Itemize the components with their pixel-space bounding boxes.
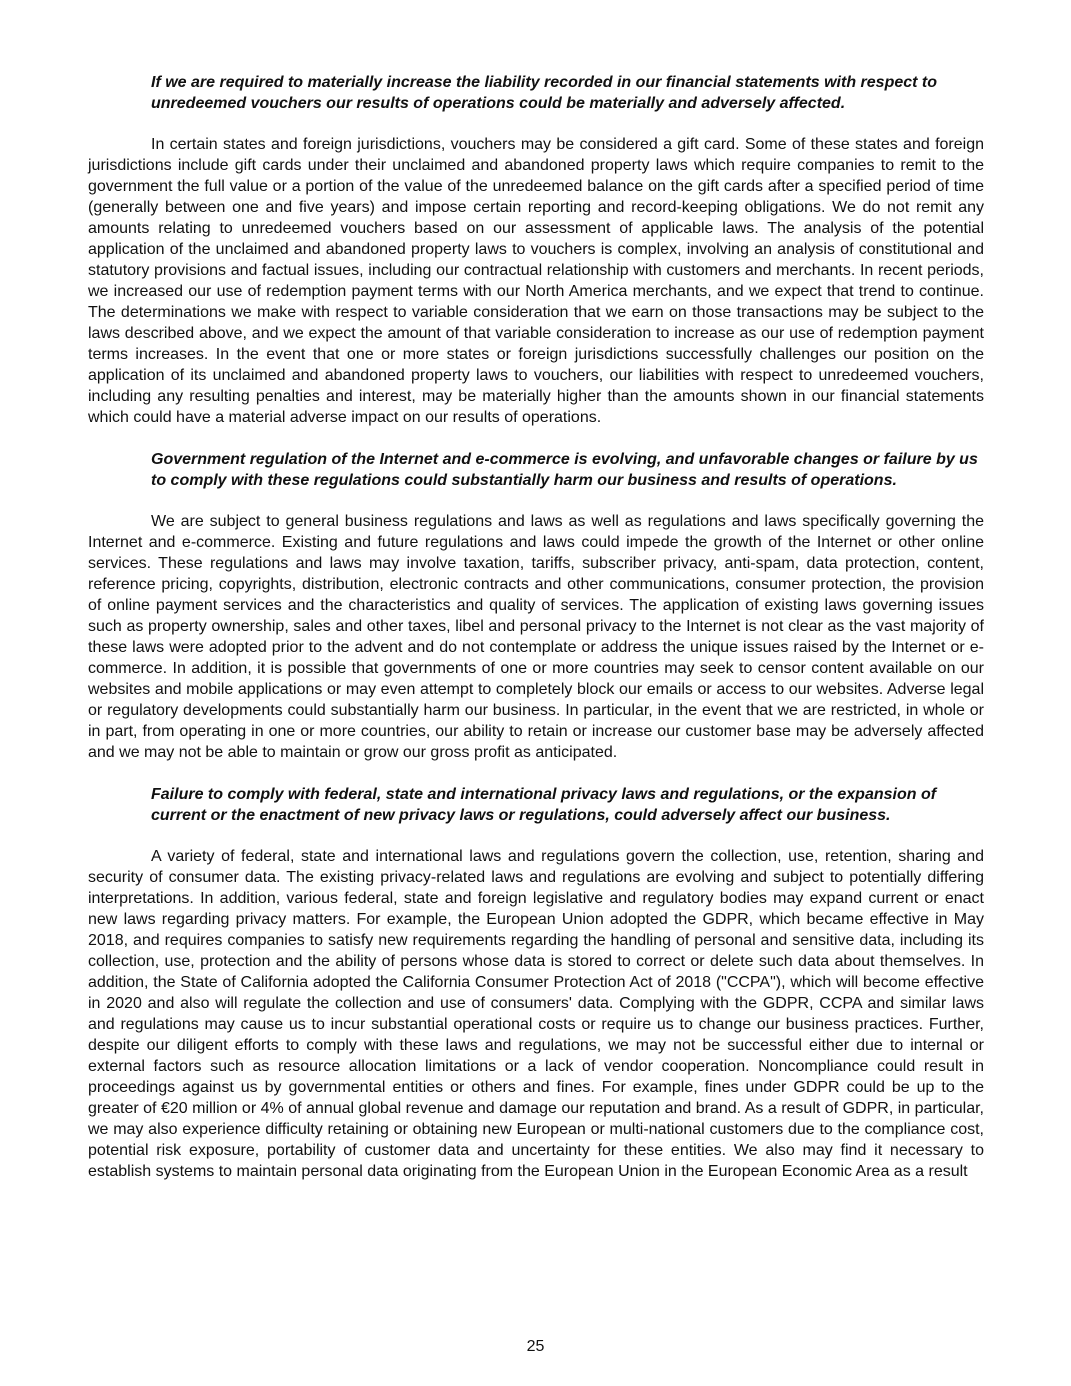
section-body: A variety of federal, state and international laws and regulations govern the collection, use, retention, sharing and security of consumer data. The existing privacy-related laws and regulations are evolving and subject to potentially differing interpretations. In addition, various federal, state and foreign legislative and regulatory bodies may expand current or enact new laws regarding privacy matters. For example, the European Union adopted the GDPR, which became effective in May 2018, and requires companies to satisfy new requirements regarding the handling of personal and sensitive data, including its collection, use, protection and the ability of persons whose data is stored to correct or delete such data about themselves. In addition, the State of California adopted the California Consumer Protection Act of 2018 ("CCPA"), which will become effective in 2020 and also will regulate the collection and use of consumers' data. Complying with the GDPR, CCPA and similar laws and regulations may cause us to incur substantial operational costs or require us to change our business practices. Further, despite our diligent efforts to comply with these laws and regulations, we may not be successful either due to internal or external factors such as resource allocation limitations or a lack of vendor cooperation. Noncompliance could result in proceedings against us by governmental entities or others and fines. For example, fines under GDPR could be up to the greater of €20 million or 4% of annual global revenue and damage our reputation and brand. As a result of GDPR, in particular, we may also experience difficulty retaining or obtaining new European or multi-national customers due to the compliance cost, potential risk exposure, portability of customer data and uncertainty for these entities. We also may find it necessary to establish systems to maintain personal data originating from the European Union in the European Economic Area as a result xyxy=(88,848,984,1180)
section-body: In certain states and foreign jurisdictions, vouchers may be considered a gift card. Some of these states and foreign jurisdictions include gift cards under their unclaimed and abandoned property laws which require companies to remit to the government the full value or a portion of the value of the unredeemed balance on the gift cards after a specified period of time (generally between one and five years) and impose certain reporting and record-keeping obligations. We do not remit any amounts relating to unredeemed vouchers based on our assessment of applicable laws. The analysis of the potential application of the unclaimed and abandoned property laws to vouchers is complex, involving an analysis of constitutional and statutory provisions and factual issues, including our contractual relationship with customers and merchants. In recent periods, we increased our use of redemption payment terms with our North America merchants, and we expect that trend to continue. The determinations we make with respect to variable consideration that we earn on those transactions may be subject to the laws described above, and we expect the amount of that variable consideration to increase as our use of redemption payment terms increases. In the event that one or more states or foreign jurisdictions successfully challenges our position on the application of its unclaimed and abandoned property laws to vouchers, our liabilities with respect to unredeemed vouchers, including any resulting penalties and interest, may be materially higher than the amounts shown in our financial statements which could have a material adverse impact on our results of operations. xyxy=(88,136,984,426)
risk-factor-privacy-laws xyxy=(88,784,984,1182)
section-heading: Government regulation of the Internet and e-commerce is evolving, and unfavorable changes or failure by us to comply with these regulations could substantially harm our business and results of operations. xyxy=(151,451,978,489)
document-page xyxy=(88,72,984,1182)
section-heading: Failure to comply with federal, state and international privacy laws and regulations, or the expansion of current or the enactment of new privacy laws or regulations, could adversely affect our business. xyxy=(151,786,937,824)
section-body: We are subject to general business regulations and laws as well as regulations and laws specifically governing the Internet and e-commerce. Existing and future regulations and laws could impede the growth of the Internet or other online services. These regulations and laws may involve taxation, tariffs, subscriber privacy, anti-spam, data protection, content, reference pricing, copyrights, distribution, electronic contracts and other communications, consumer protection, the provision of online payment services and the characteristics and quality of services. The application of existing laws governing issues such as property ownership, sales and other taxes, libel and personal privacy to the Internet is not clear as the vast majority of these laws were adopted prior to the advent and do not contemplate or address the unique issues raised by the Internet or e-commerce. In addition, it is possible that governments of one or more countries may seek to censor content available on our websites and mobile applications or may even attempt to completely block our emails or access to our websites. Adverse legal or regulatory developments could substantially harm our business. In particular, in the event that we are restricted, in whole or in part, from operating in one or more countries, our ability to retain or increase our customer base may be adversely affected and we may not be able to maintain or grow our gross profit as anticipated. xyxy=(88,513,984,761)
page-number: 25 xyxy=(526,1338,545,1355)
risk-factor-internet-regulation xyxy=(88,449,984,763)
risk-factor-unredeemed-vouchers xyxy=(88,72,984,428)
section-heading: If we are required to materially increase the liability recorded in our financial statements with respect to unredeemed vouchers our results of operations could be materially and adversely affected. xyxy=(151,74,938,112)
